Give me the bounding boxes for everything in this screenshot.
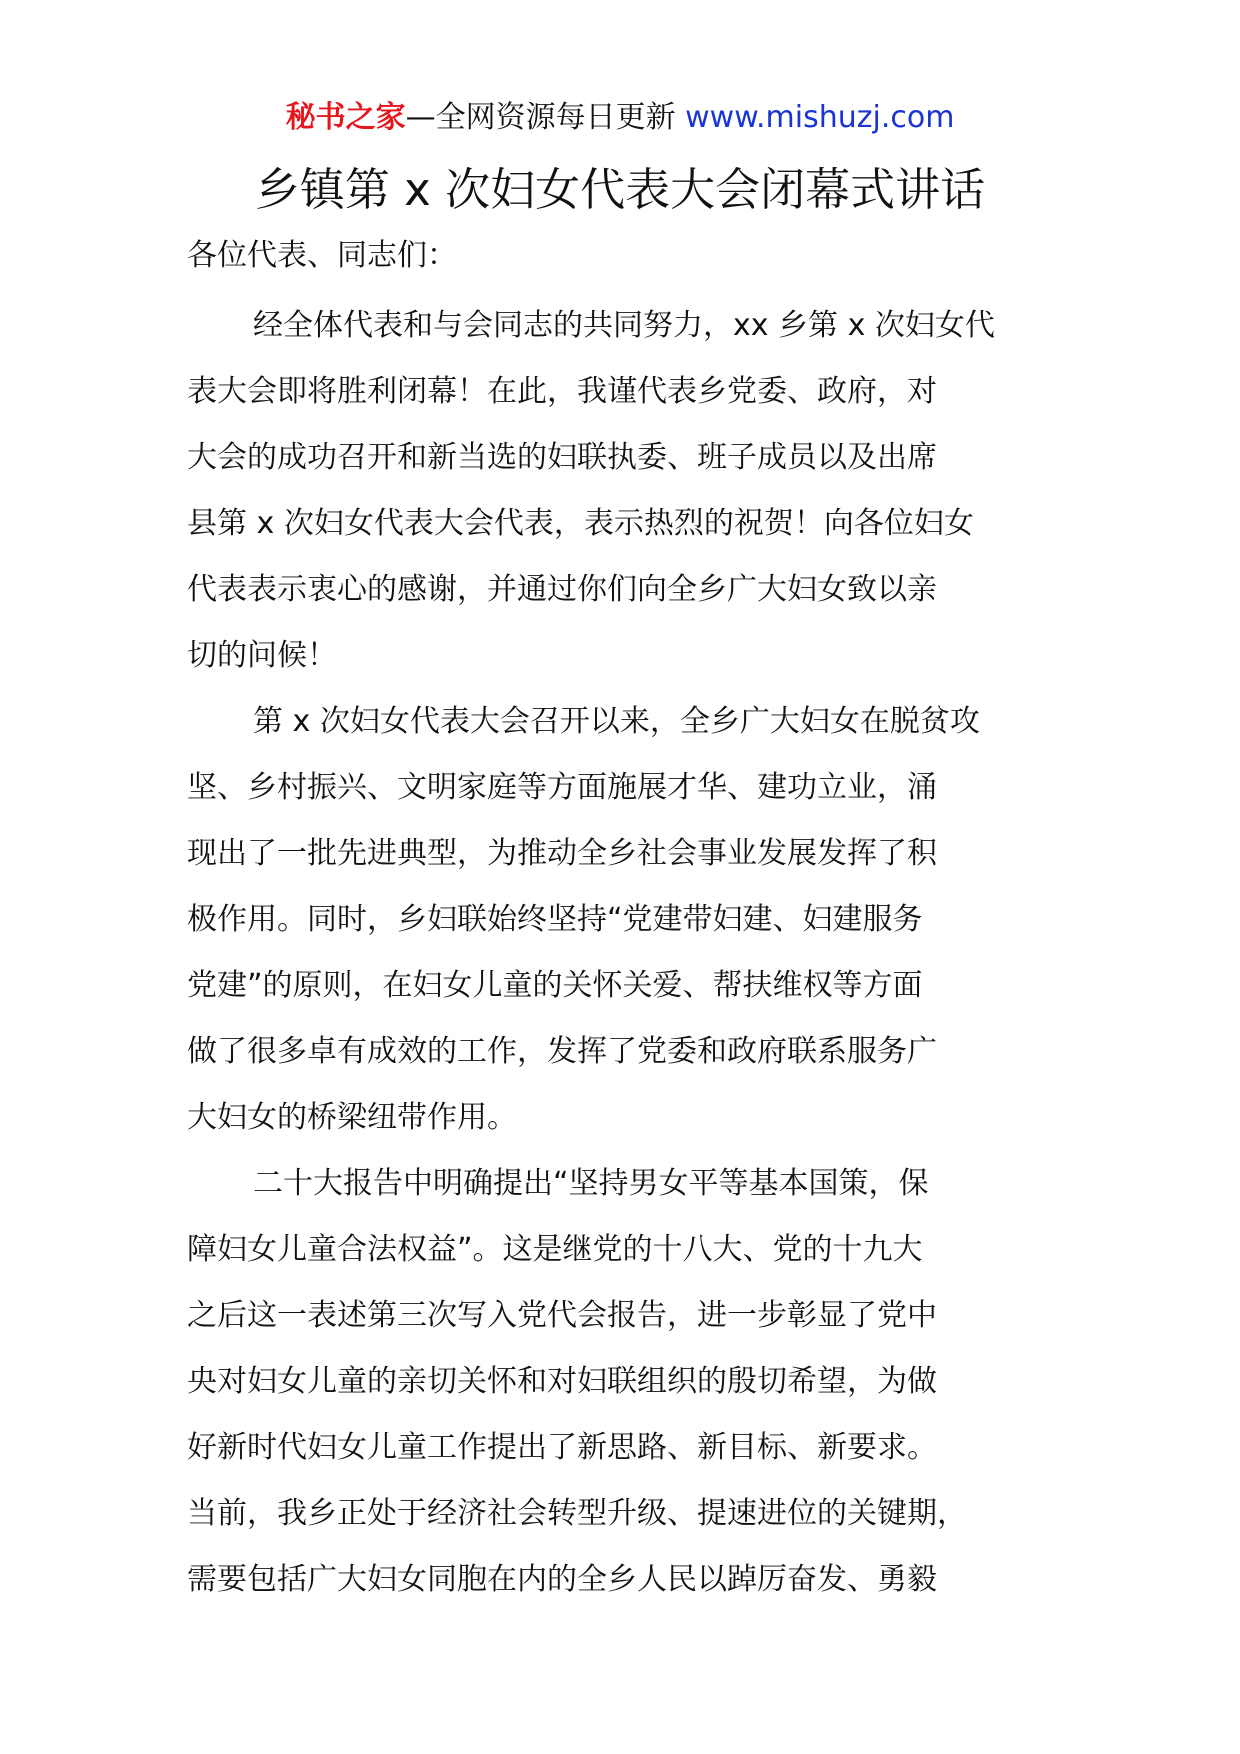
text-line: 央对妇女儿童的亲切关怀和对妇联组织的殷切希望，为做 [187,1364,937,1399]
text-line: 第 x 次妇女代表大会召开以来，全乡广大妇女在脱贫攻 [253,704,980,739]
text-line: 当前，我乡正处于经济社会转型升级、提速进位的关键期， [187,1496,967,1531]
text-line: 表大会即将胜利闭幕！在此，我谨代表乡党委、政府，对 [187,374,937,409]
text-line: 坚、乡村振兴、文明家庭等方面施展才华、建功立业，涌 [187,770,937,805]
text-line: 需要包括广大妇女同胞在内的全乡人民以踔厉奋发、勇毅 [187,1562,937,1597]
text-line: 大妇女的桥梁纽带作用。 [187,1100,517,1135]
paragraph-3 [187,1151,1067,1613]
salutation: 各位代表、同志们： [187,238,457,273]
document-body [187,293,1067,1613]
paragraph-1 [187,293,1067,689]
header-tagline: —全网资源每日更新 [405,100,676,135]
text-line: 之后这一表述第三次写入党代会报告，进一步彰显了党中 [187,1298,937,1333]
text-line: 代表表示衷心的感谢，并通过你们向全乡广大妇女致以亲 [187,572,937,607]
text-line: 县第 x 次妇女代表大会代表，表示热烈的祝贺！向各位妇女 [187,506,974,541]
site-header [0,98,1240,138]
text-line: 切的问候！ [187,638,337,673]
text-line: 障妇女儿童合法权益”。这是继党的十八大、党的十九大 [187,1232,923,1267]
text-line: 现出了一批先进典型，为推动全乡社会事业发展发挥了积 [187,836,937,871]
text-line: 二十大报告中明确提出“坚持男女平等基本国策，保 [253,1166,929,1201]
brand-name: 秘书之家 [285,100,406,135]
document-title: 乡镇第 x 次妇女代表大会闭幕式讲话 [254,163,986,216]
site-url[interactable]: www.mishuzj.com [685,100,955,135]
text-line: 做了很多卓有成效的工作，发挥了党委和政府联系服务广 [187,1034,937,1069]
text-line: 党建”的原则，在妇女儿童的关怀关爱、帮扶维权等方面 [187,968,923,1003]
text-line: 好新时代妇女儿童工作提出了新思路、新目标、新要求。 [187,1430,937,1465]
text-line: 大会的成功召开和新当选的妇联执委、班子成员以及出席 [187,440,937,475]
text-line: 经全体代表和与会同志的共同努力，xx 乡第 x 次妇女代 [253,308,995,343]
text-line: 极作用。同时，乡妇联始终坚持“党建带妇建、妇建服务 [187,902,923,937]
paragraph-2 [187,689,1067,1151]
